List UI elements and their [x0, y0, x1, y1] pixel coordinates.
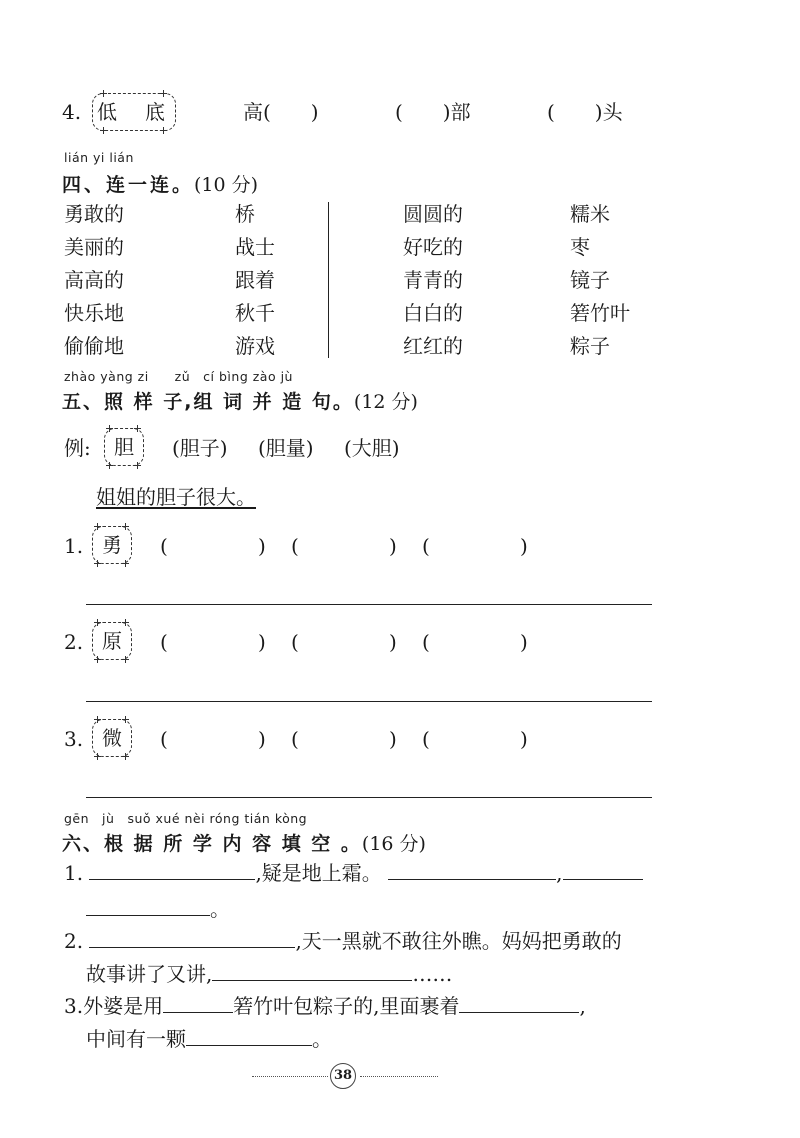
connect-item: 镜子: [570, 268, 610, 292]
q4-slot-3: ( )头: [547, 100, 623, 124]
q6-1-line2: [86, 897, 230, 921]
star-icon: [160, 90, 167, 97]
connect-item: 粽子: [570, 334, 610, 358]
fill-blank[interactable]: [186, 1027, 312, 1046]
paren-open: (: [291, 727, 299, 751]
star-icon: [122, 656, 129, 663]
q6-2-text2: 故事讲了又讲,: [86, 962, 213, 986]
star-icon: [122, 753, 129, 760]
item2-char-box: [92, 622, 132, 660]
section6-heading: [62, 829, 426, 856]
q6-1-number: 1.: [64, 861, 84, 885]
star-icon: [100, 90, 107, 97]
connect-item: 青青的: [403, 268, 463, 292]
star-icon: [94, 619, 101, 626]
connect-item: 战士: [235, 235, 275, 259]
connect-item: 圆圆的: [403, 202, 463, 226]
q4-char-box: [92, 93, 176, 131]
item3-char-box: [92, 719, 132, 757]
connect-item: 高高的: [64, 268, 124, 292]
star-icon: [94, 523, 101, 530]
example-word-3: (大胆): [344, 436, 400, 460]
paren-close: ): [389, 630, 397, 654]
paren-open: (: [160, 534, 168, 558]
connect-item: 秋千: [235, 301, 275, 325]
q6-3-text4: 中间有一颗: [86, 1027, 186, 1051]
paren-open: (: [422, 727, 430, 751]
q6-3: [64, 994, 586, 1018]
sentence-line[interactable]: [86, 604, 652, 605]
fill-blank[interactable]: [563, 861, 643, 880]
paren-close: ): [258, 727, 266, 751]
paren-close: ): [389, 727, 397, 751]
connect-item: 白白的: [403, 301, 463, 325]
item1-number: 1.: [64, 534, 84, 558]
connect-item: 糯米: [570, 202, 610, 226]
paren-close: ): [520, 727, 528, 751]
section6-score: (16 分): [361, 833, 426, 855]
section4-pinyin: lián yi lián: [64, 150, 134, 165]
connect-item: 快乐地: [64, 301, 124, 325]
section5-heading: [62, 387, 418, 414]
star-icon: [134, 425, 141, 432]
paren-open: (: [160, 630, 168, 654]
section5-pinyin: zhào yàng zi zǔ cí bìng zào jù: [64, 369, 293, 384]
star-icon: [94, 560, 101, 567]
connect-col-right-a: [403, 202, 463, 367]
q6-2: [64, 929, 622, 953]
star-icon: [100, 127, 107, 134]
item3-number: 3.: [64, 727, 84, 751]
footer-dots-left: [252, 1076, 328, 1077]
section6-title: 六、根 据 所 学 内 容 填 空 。: [62, 833, 362, 855]
star-icon: [94, 753, 101, 760]
q6-3-text2: 箬竹叶包粽子的,里面裹着: [233, 994, 460, 1018]
q6-2-end: ……: [412, 962, 453, 986]
star-icon: [122, 716, 129, 723]
q6-3-text1: 外婆是用: [83, 994, 164, 1018]
q6-3-text3: ,: [579, 994, 586, 1018]
connect-item: 勇敢的: [64, 202, 124, 226]
q6-2-number: 2.: [64, 929, 84, 953]
q6-1: [64, 861, 643, 885]
star-icon: [134, 462, 141, 469]
paren-close: ): [520, 630, 528, 654]
paren-close: ): [520, 534, 528, 558]
item2-number: 2.: [64, 630, 84, 654]
paren-close: ): [258, 534, 266, 558]
example-label: 例:: [64, 436, 91, 460]
section5-score: (12 分): [353, 391, 418, 413]
connect-item: 枣: [570, 235, 590, 259]
section6-pinyin: gēn jù suǒ xué nèi róng tián kòng: [64, 811, 308, 826]
paren-close: ): [389, 534, 397, 558]
connect-item: 跟着: [235, 268, 275, 292]
star-icon: [122, 523, 129, 530]
paren-open: (: [422, 534, 430, 558]
example-char: 胆: [114, 435, 134, 459]
connect-col-left-b: [235, 202, 275, 367]
star-icon: [106, 425, 113, 432]
connect-item: 桥: [235, 202, 255, 226]
item1-char-box: [92, 526, 132, 564]
star-icon: [94, 716, 101, 723]
paren-open: (: [291, 630, 299, 654]
q6-3-line2: [86, 1027, 332, 1051]
q6-1-text1: ,疑是地上霜。: [255, 861, 382, 885]
sentence-line[interactable]: [86, 797, 652, 798]
q6-3-end: 。: [312, 1027, 332, 1051]
fill-blank[interactable]: [89, 861, 255, 880]
fill-blank[interactable]: [459, 994, 579, 1013]
fill-blank[interactable]: [86, 897, 210, 916]
q4-slot-1: 高( ): [243, 100, 319, 124]
connect-item: 游戏: [235, 334, 275, 358]
example-word-2: (胆量): [258, 436, 314, 460]
star-icon: [122, 619, 129, 626]
connect-item: 偷偷地: [64, 334, 124, 358]
fill-blank[interactable]: [163, 994, 233, 1013]
q4-number: 4.: [62, 100, 82, 124]
connect-col-right-b: [570, 202, 630, 367]
star-icon: [94, 656, 101, 663]
fill-blank[interactable]: [212, 962, 412, 981]
section4-heading: [62, 170, 258, 197]
star-icon: [160, 127, 167, 134]
item1-char: 勇: [102, 533, 122, 557]
item3-char: 微: [102, 726, 122, 750]
paren-open: (: [160, 727, 168, 751]
example-sentence: 姐姐的胆子很大。: [96, 485, 256, 509]
fill-blank[interactable]: [388, 861, 556, 880]
paren-open: (: [291, 534, 299, 558]
column-divider: [328, 202, 329, 358]
q4-box-char-1: 低: [97, 100, 117, 124]
section4-score: (10 分): [194, 174, 259, 196]
section5-title: 五、照 样 子,组 词 并 造 句。: [62, 391, 354, 413]
example-word-1: (胆子): [172, 436, 228, 460]
q6-1-text2: ,: [556, 861, 563, 885]
paren-open: (: [422, 630, 430, 654]
connect-col-left-a: [64, 202, 124, 367]
connect-item: 红红的: [403, 334, 463, 358]
star-icon: [106, 462, 113, 469]
fill-blank[interactable]: [89, 929, 295, 948]
star-icon: [122, 560, 129, 567]
page-number: 38: [333, 1068, 353, 1083]
q6-1-end: 。: [210, 897, 230, 921]
sentence-line[interactable]: [86, 701, 652, 702]
connect-item: 美丽的: [64, 235, 124, 259]
connect-item: 箬竹叶: [570, 301, 630, 325]
paren-close: ): [258, 630, 266, 654]
q6-2-text1: ,天一黑就不敢往外瞧。妈妈把勇敢的: [295, 929, 622, 953]
section4-title: 四、连一连。: [62, 174, 195, 196]
page-number-badge: [330, 1063, 356, 1089]
example-char-box: [104, 428, 144, 466]
q6-3-number: 3.: [64, 994, 84, 1018]
footer-dots-right: [360, 1076, 438, 1077]
q4-slot-2: ( )部: [395, 100, 471, 124]
q6-2-line2: [86, 962, 452, 986]
item2-char: 原: [102, 629, 122, 653]
q4-box-char-2: 底: [145, 100, 165, 124]
connect-item: 好吃的: [403, 235, 463, 259]
